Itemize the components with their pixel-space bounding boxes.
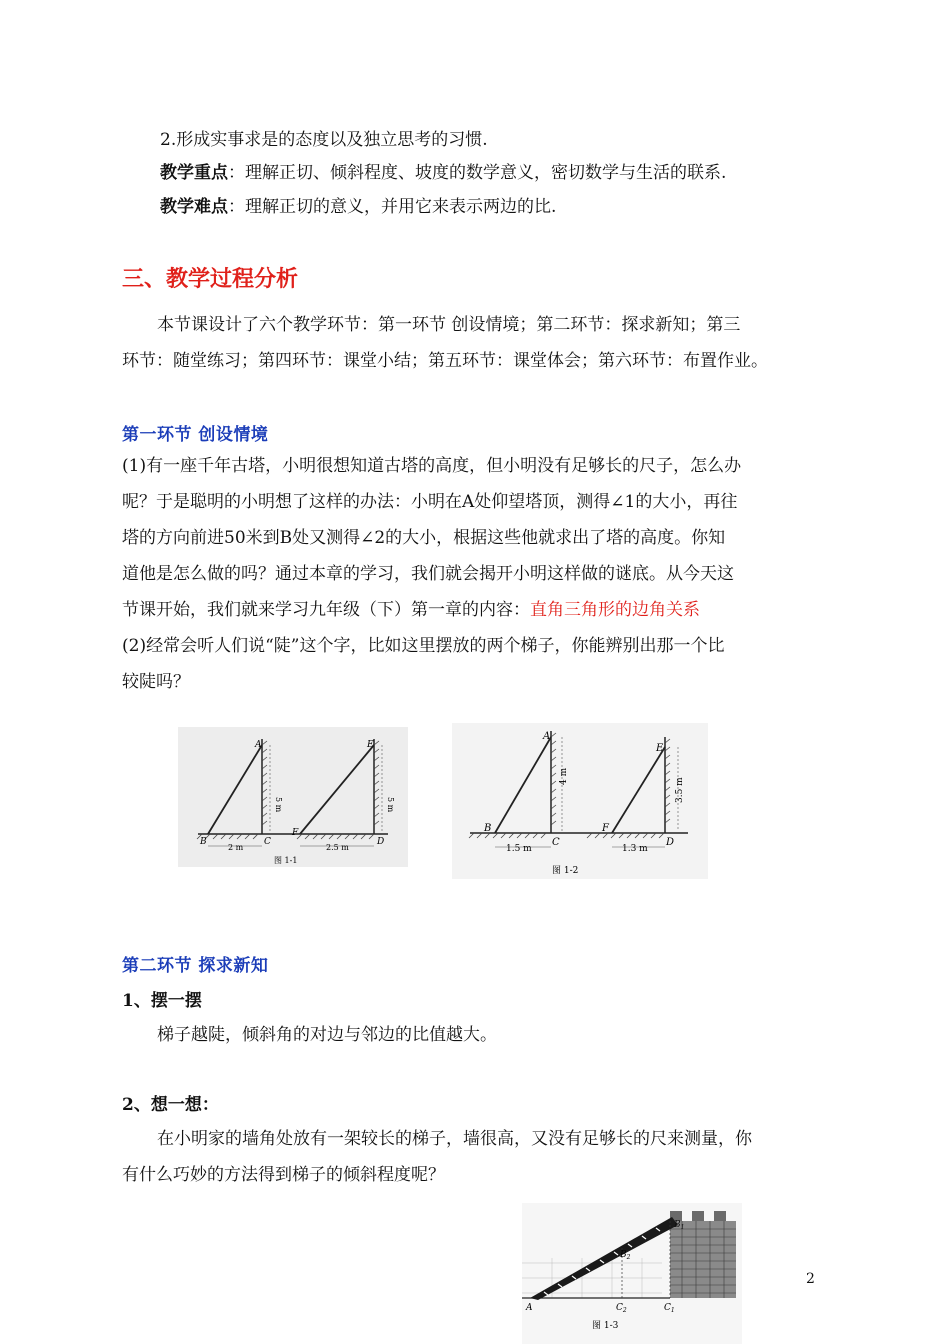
fig2-label-d: D [666, 837, 675, 848]
section-intro-line1: 本节课设计了六个教学环节：第一环节 创设情境；第二环节：探求新知；第三 [157, 315, 741, 335]
fig1-label-e: E [367, 740, 374, 750]
stage1-q2-line2: 较陡吗？ [122, 672, 190, 692]
fig1-right-base: 2.5 m [326, 843, 349, 852]
difficulty-label: 教学难点 [160, 197, 228, 217]
fig1-label-a: A [255, 740, 262, 750]
fig2-label-e: E [656, 743, 664, 754]
fig1-left-height: 5 m [274, 797, 283, 813]
stage1-line-3: 塔的方向前进50米到B处又测得∠2的大小，根据这些他就求出了塔的高度。你知 [122, 528, 726, 548]
key-point-label: 教学重点 [160, 163, 228, 183]
fig2-left-height: 4 m [559, 767, 569, 785]
stage2-paragraph-2-line1: 在小明家的墙角处放有一架较长的梯子，墙很高，又没有足够长的尺来测量，你 [157, 1129, 752, 1149]
stage1-line-5-prefix: 节课开始，我们就来学习九年级（下）第一章的内容： [122, 600, 530, 620]
difficulty [160, 190, 860, 224]
difficulty-text: ：理解正切的意义，并用它来表示两边的比. [228, 197, 557, 217]
figure-1-1 [178, 727, 408, 867]
fig2-right-height: 3.5 m [675, 777, 685, 803]
fig3-label-b1: $B_1$ [674, 1220, 685, 1231]
figure-1-3 [522, 1203, 742, 1344]
fig1-label-c: C [264, 837, 271, 847]
stage1-title: 第一环节 创设情境 [122, 425, 269, 445]
fig1-right-height: 5 m [386, 797, 395, 813]
stage1-q2-line1: (2)经常会听人们说“陡”这个字，比如这里摆放的两个梯子，你能辨别出那一个比 [122, 636, 725, 656]
key-point [160, 156, 860, 190]
fig2-label-f: F [602, 823, 609, 834]
fig1-label-d: D [377, 837, 385, 847]
page-number: 2 [806, 1271, 815, 1287]
fig2-label-b: B [484, 823, 492, 834]
stage2-title: 第二环节 探求新知 [122, 956, 269, 976]
fig2-left-base: 1.5 m [506, 844, 532, 854]
fig3-caption: 图 1-3 [592, 1321, 619, 1331]
fig2-label-c: C [552, 837, 560, 848]
fig2-label-a: A [543, 731, 551, 742]
fig1-caption: 图 1-1 [274, 856, 298, 865]
fig3-label-c1: $C_1$ [664, 1303, 675, 1314]
stage2-paragraph-1: 梯子越陡，倾斜角的对边与邻边的比值越大。 [157, 1025, 497, 1045]
fig1-label-f: F [292, 828, 299, 838]
fig2-caption: 图 1-2 [552, 866, 579, 876]
stage2-heading-1: 1、摆一摆 [122, 991, 202, 1011]
objective-item-2: 2.形成实事求是的态度以及独立思考的习惯. [160, 130, 488, 150]
stage1-line-4: 道他是怎么做的吗？通过本章的学习，我们就会揭开小明这样做的谜底。从今天这 [122, 564, 734, 584]
section-intro-line2: 环节：随堂练习；第四环节：课堂小结；第五环节：课堂体会；第六环节：布置作业。 [122, 351, 768, 371]
stage2-heading-2: 2、想一想： [122, 1095, 219, 1115]
chapter-title-highlight: 直角三角形的边角关系 [530, 600, 700, 620]
figure-1-2 [452, 723, 708, 879]
fig1-left-base: 2 m [228, 843, 244, 852]
stage1-line-5 [122, 593, 822, 627]
fig1-label-b: B [200, 837, 207, 847]
section-title: 三、教学过程分析 [122, 267, 299, 292]
fig2-right-base: 1.3 m [622, 844, 648, 854]
stage1-line-1: (1)有一座千年古塔，小明很想知道古塔的高度，但小明没有足够长的尺子，怎么办 [122, 456, 742, 476]
stage2-paragraph-2-line2: 有什么巧妙的方法得到梯子的倾斜程度呢？ [122, 1165, 445, 1185]
fig3-label-a: A [526, 1303, 533, 1313]
key-point-text: ：理解正切、倾斜程度、坡度的数学意义，密切数学与生活的联系. [228, 163, 727, 183]
stage1-line-2: 呢？于是聪明的小明想了这样的办法：小明在A处仰望塔顶，测得∠1的大小，再往 [122, 492, 738, 512]
fig3-label-b2: $B_2$ [620, 1250, 631, 1261]
fig3-label-c2: $C_2$ [616, 1303, 627, 1314]
